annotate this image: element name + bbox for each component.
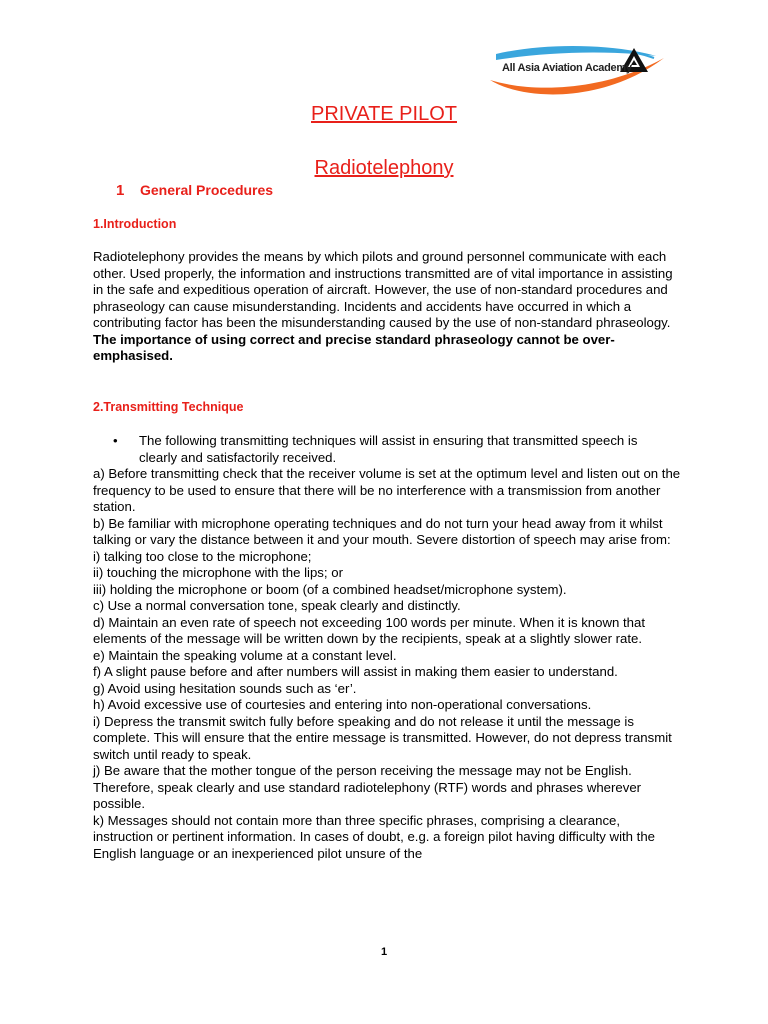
technique-item: h) Avoid excessive use of courtesies and entering into non-operational conversations. [93,697,592,712]
technique-item: a) Before transmitting check that the receiver volume is set at the optimum level and listen out on the frequency to be used to ensure that there will be no interference with a transmission from another station. [93,466,681,514]
technique-item: i) Depress the transmit switch fully before speaking and do not release it until the message is complete. This will ensure that the entire message is transmitted. However, do not depress transmit switch until ready to speak. [93,713,672,762]
chapter-number: 1 [116,182,125,199]
technique-item: i) talking too close to the microphone; [93,548,312,564]
technique-item: k) Messages should not contain more than three specific phrases, comprising a clearance, instruction or pertinent information. In cases of doubt, e.g. a foreign pilot having difficulty with the English language or an inexperienced pilot unsure of the [93,812,656,861]
technique-item: d) Maintain an even rate of speech not exceeding 100 words per minute. When it is known that elements of the message will be written down by the recipients, speak at a slightly slower rate. [93,614,645,646]
technique-item: c) Use a normal conversation tone, speak clearly and distinctly. [93,598,461,613]
section-heading-introduction: 1.Introduction [93,217,177,231]
document-title: PRIVATE PILOT [311,103,457,125]
chapter-title: General Procedures [140,182,274,198]
section-heading-transmitting: 2.Transmitting Technique [93,400,244,414]
technique-item: f) A slight pause before and after numbers will assist in making them easier to understand. [93,664,618,679]
bullet-item [113,433,673,466]
technique-item: g) Avoid using hesitation sounds such as ‘er’. [93,680,357,696]
introduction-body: Radiotelephony provides the means by which pilots and ground personnel communicate with each other. Used properly, the information and instructions transmitted are of vital importance in assisting in the safe and expeditious operation of aircraft. However, the use of non-standard procedures and phraseology can cause misunderstanding. Incidents and accidents have occurred in which a contributing factor has been the misunderstanding caused by the use of non-standard phraseology. [93,249,673,330]
bullet-text: The following transmitting techniques will assist in ensuring that transmitted speech is clearly and satisfactorily received. [139,433,638,465]
technique-item: ii) touching the microphone with the lips; or [93,565,343,580]
technique-item: b) Be familiar with microphone operating techniques and do not turn your head away from it whilst talking or vary the distance between it and your mouth. Severe distortion of speech may arise from: [93,515,671,547]
technique-item: j) Be aware that the mother tongue of the person receiving the message may not be English. Therefore, speak clearly and use standard radiotelephony (RTF) words and phrases wherever possible. [93,763,642,811]
chapter-heading [116,182,273,199]
technique-list [93,466,683,862]
technique-item: e) Maintain the speaking volume at a constant level. [93,647,397,663]
technique-item: iii) holding the microphone or boom (of a combined headset/microphone system). [93,581,567,597]
bullet-dot-icon: • [113,433,118,448]
introduction-paragraph [93,249,683,365]
document-subtitle: Radiotelephony [314,157,454,179]
academy-logo [486,40,676,106]
introduction-emphasis: The importance of using correct and precise standard phraseology cannot be over-emphasised. [93,331,615,363]
logo-text: All Asia Aviation Academy [502,62,632,74]
page-number: 1 [380,946,388,958]
